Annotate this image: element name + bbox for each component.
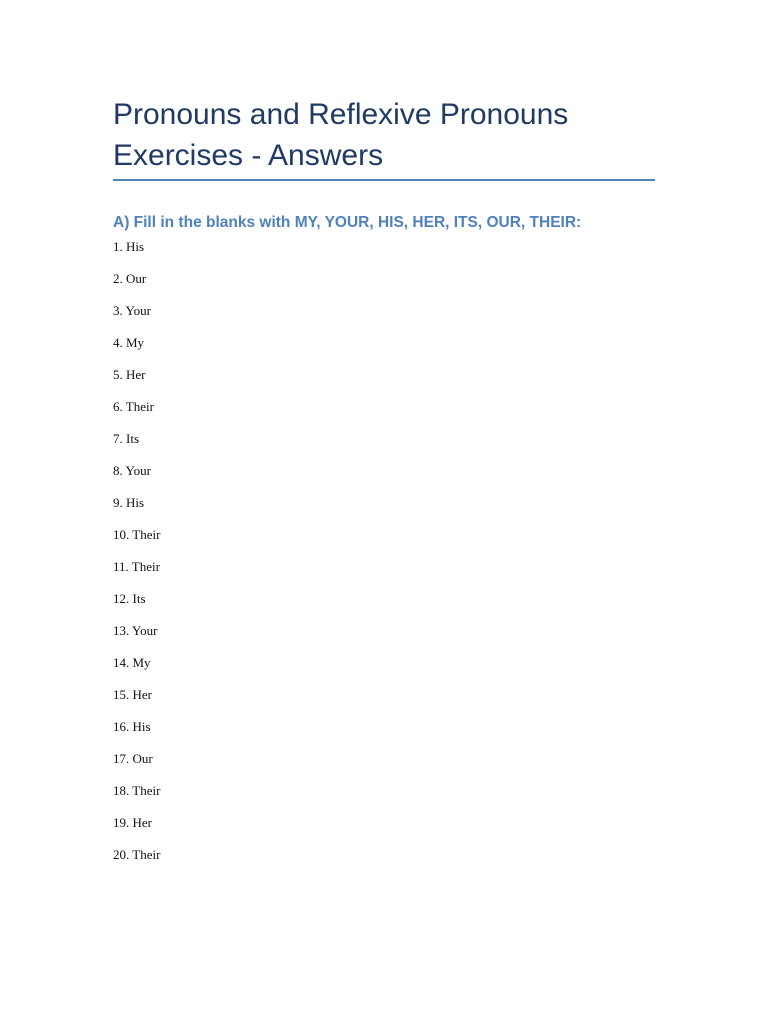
answer-item-12: 12. Its (113, 591, 146, 606)
answer-item-15: 15. Her (113, 687, 152, 702)
answer-item-1: 1. His (113, 239, 145, 254)
answer-item-14: 14. My (113, 655, 151, 670)
answer-list (113, 238, 160, 878)
answer-item-7: 7. Its (113, 431, 139, 446)
answer-item-18: 18. Their (113, 783, 161, 798)
answer-item-9: 9. His (113, 495, 145, 510)
answer-item-4: 4. My (113, 335, 145, 350)
title-divider (113, 179, 655, 181)
page-title: Pronouns and Reflexive Pronouns Exercises - Answers (113, 98, 569, 172)
section-a-heading: A) Fill in the blanks with MY, YOUR, HIS, HER, ITS, OUR, THEIR: (113, 214, 582, 231)
answer-item-2: 2. Our (113, 271, 147, 286)
answer-item-20: 20. Their (113, 847, 161, 862)
answer-item-19: 19. Her (113, 815, 152, 830)
answer-item-16: 16. His (113, 719, 151, 734)
answer-item-3: 3. Your (113, 303, 151, 318)
answer-item-8: 8. Your (113, 463, 151, 478)
answer-item-10: 10. Their (113, 527, 161, 542)
answer-item-6: 6. Their (113, 399, 154, 414)
answer-item-5: 5. Her (113, 367, 146, 382)
answer-item-13: 13. Your (113, 623, 158, 638)
answer-item-17: 17. Our (113, 751, 153, 766)
answer-item-11: 11. Their (113, 559, 160, 574)
